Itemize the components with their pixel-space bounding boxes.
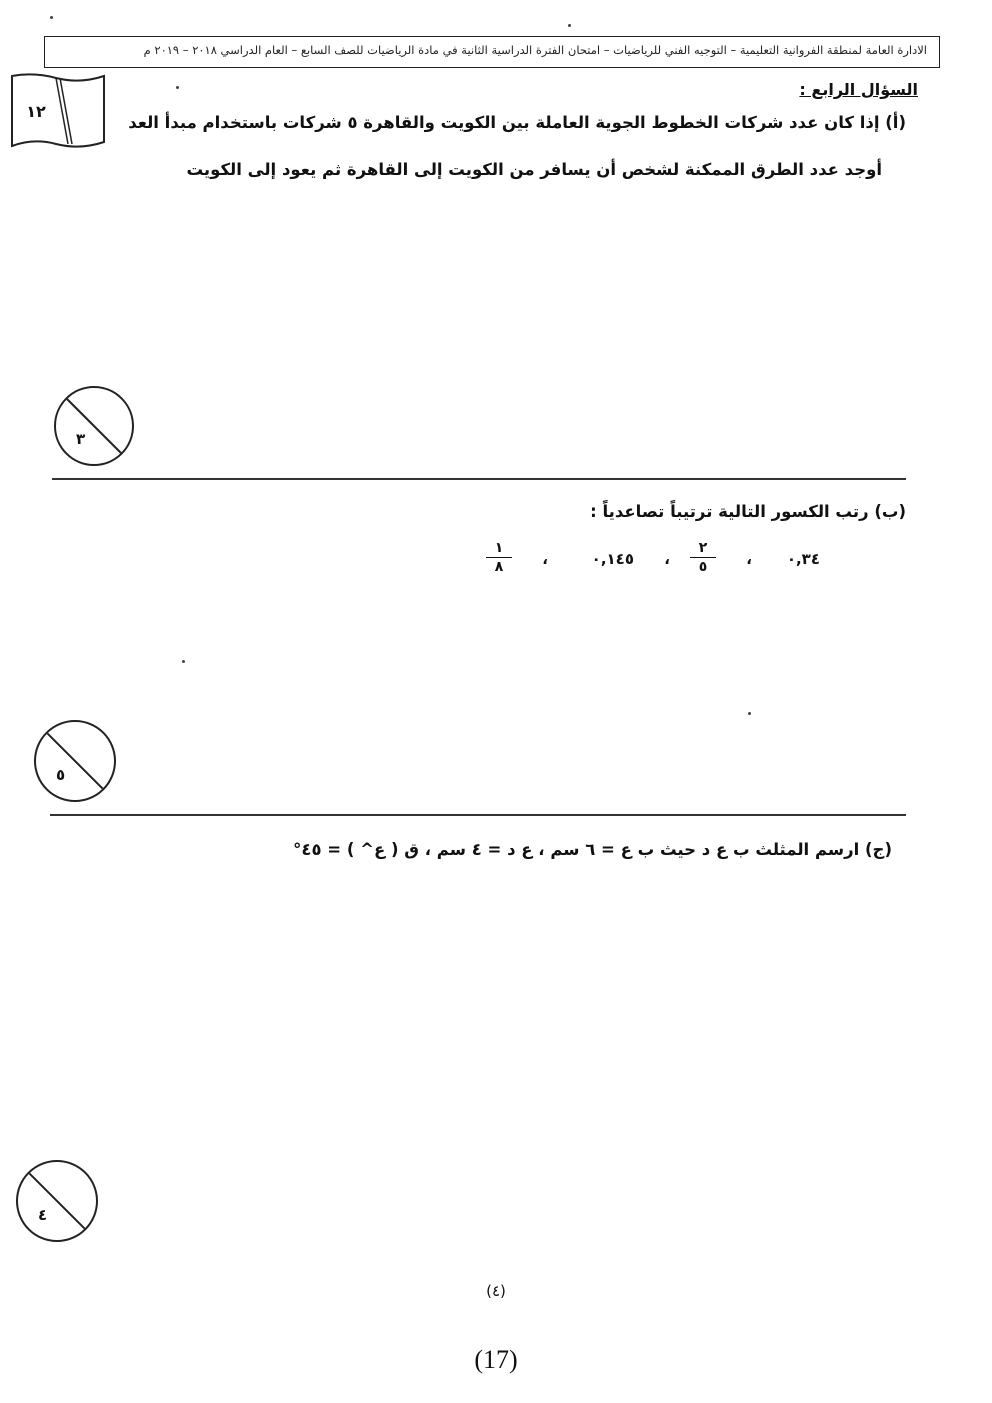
part-b-score-circle	[34, 720, 116, 802]
part-b-score: ٥	[56, 766, 66, 784]
part-a-score-circle	[54, 386, 134, 466]
fraction-1-8-denominator: ٨	[494, 559, 504, 575]
scan-dot	[176, 86, 179, 89]
scan-dot	[50, 16, 53, 19]
page-number: (17)	[474, 1345, 518, 1374]
separator: ،	[542, 550, 548, 568]
part-a-line1: (أ) إذا كان عدد شركات الخطوط الجوية العاملة بين الكويت والقاهرة ٥ شركات باستخدام مبدأ العد	[128, 113, 906, 132]
divider-1	[52, 478, 906, 480]
part-c-score: ٤	[38, 1206, 48, 1224]
fraction-2-5	[690, 540, 716, 575]
exam-header	[44, 36, 940, 68]
part-c-score-circle	[16, 1160, 98, 1242]
fraction-bar	[690, 557, 716, 558]
fraction-2-5-numerator: ٢	[698, 540, 708, 556]
value-0-34: ٠,٣٤	[786, 550, 820, 568]
divider-2	[50, 814, 906, 816]
separator: ،	[664, 550, 670, 568]
total-score-flag	[8, 72, 108, 154]
fraction-2-5-denominator: ٥	[698, 559, 708, 575]
part-b-text: (ب) رتب الكسور التالية ترتيباً تصاعدياً :	[590, 502, 906, 521]
fraction-1-8-numerator: ١	[494, 540, 504, 556]
header-text: الادارة العامة لمنطقة الفروانية التعليمية – التوجيه الفني للرياضيات – امتحان الفترة الدراسية الثانية في مادة الرياضيات للصف السابع – العام الدراسي ٢٠١٨ – ٢٠١٩ م	[143, 43, 927, 57]
total-score: ١٢	[26, 102, 46, 121]
scan-dot	[182, 660, 185, 663]
part-a-line2: أوجد عدد الطرق الممكنة لشخص أن يسافر من الكويت إلى القاهرة ثم يعود إلى الكويت	[186, 160, 882, 179]
separator: ،	[746, 550, 752, 568]
part-a-score: ٣	[76, 430, 86, 448]
question-title: السؤال الرابع :	[799, 80, 918, 99]
part-c-text: (ج) ارسم المثلث ب ع د حيث ب ع = ٦ سم ، ع د = ٤ سم ، ق ( ع^ ) = ٤٥°	[293, 840, 892, 859]
fractions-list	[480, 538, 830, 588]
scan-dot	[748, 712, 751, 715]
fraction-bar	[486, 557, 512, 558]
value-0-145: ٠,١٤٥	[591, 550, 634, 568]
scan-dot	[568, 24, 571, 27]
score-slash	[66, 398, 121, 453]
arabic-page-number: (٤)	[486, 1282, 506, 1300]
fraction-1-8	[486, 540, 512, 575]
